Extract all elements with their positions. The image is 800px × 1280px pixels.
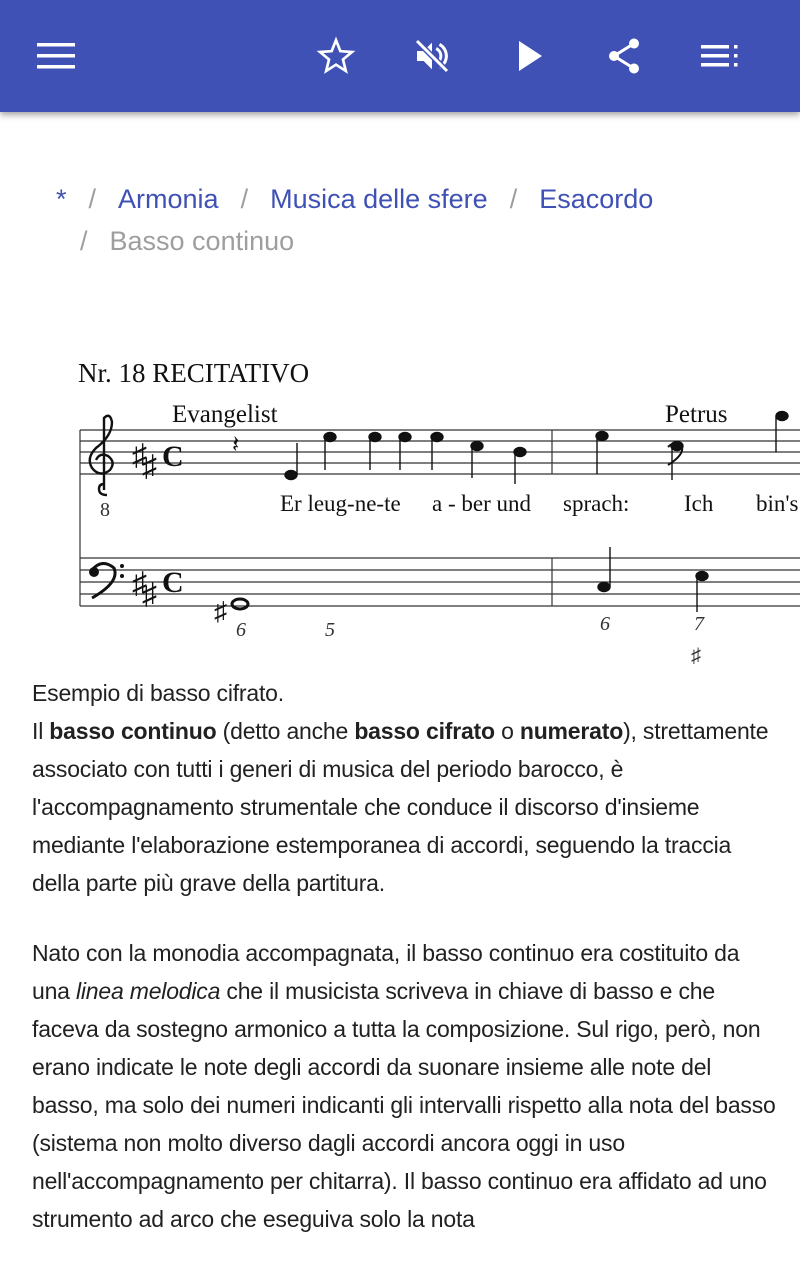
contents-button[interactable] [696, 32, 744, 80]
text: (detto anche [216, 718, 355, 744]
text: che il musicista scriveva in chiave di basso e che faceva da sostegno armonico a tutta la composizione. Sul rigo, però, non erano indicate le note degli accordi da suonare insieme alle note del basso, ma solo dei numeri indicanti gli intervalli rispetto alla nota del basso (sistema non molto diverso dagli accordi ancora oggi in uso nell'accompagnamento per chitarra). Il basso continuo era affidato ad uno strumento ad arco che eseguiva solo la nota [32, 978, 776, 1232]
svg-text:♯: ♯ [214, 597, 227, 626]
figured-bass [236, 613, 705, 667]
breadcrumb-separator: / [88, 184, 97, 214]
bold-term: basso continuo [49, 718, 217, 744]
article-body [32, 674, 780, 1270]
star-outline-icon [316, 36, 356, 76]
lyric: sprach: [563, 491, 630, 516]
lyrics [280, 491, 799, 516]
text: ), strettamente associato con tutti i generi di musica del periodo barocco, è l'accompagnamento strumentale che conduce il discorso d'insieme mediante l'elaborazione estemporanea di accordi, seguendo la traccia della parte più grave della partitura. [32, 718, 769, 896]
breadcrumb-separator: / [509, 184, 518, 214]
menu-button[interactable] [32, 32, 80, 80]
lyric: a - ber und [432, 491, 531, 516]
figure-sharp: ♯ [691, 645, 701, 667]
text: Nato con la monodia accompagnata, il basso continuo era costituito da una [32, 940, 740, 1004]
breadcrumb-musica-delle-sfere[interactable]: Musica delle sfere [270, 184, 488, 214]
svg-text:♯: ♯ [142, 578, 157, 611]
play-icon [515, 38, 545, 74]
breadcrumb-armonia[interactable]: Armonia [118, 184, 219, 214]
breadcrumb-current: Basso continuo [109, 226, 295, 256]
bold-term: numerato [519, 718, 624, 744]
paragraph [32, 712, 780, 902]
svg-text:♯: ♯ [132, 439, 147, 472]
svg-text:𝄽: 𝄽 [232, 432, 240, 458]
staff-lines [80, 430, 800, 606]
text: Il [32, 718, 50, 744]
music-score-image [0, 340, 800, 670]
breadcrumb [56, 178, 756, 262]
share-button[interactable] [600, 32, 648, 80]
bold-term: basso cifrato [354, 718, 495, 744]
figure-number: 6 [236, 619, 246, 641]
lyric: Er leug-ne-te [280, 491, 401, 516]
breadcrumb-separator: / [240, 184, 249, 214]
share-icon [604, 35, 644, 77]
menu-icon [37, 43, 75, 69]
clef-octave-mark: 8 [100, 499, 110, 521]
mute-button[interactable] [408, 32, 456, 80]
breadcrumb-separator: / [80, 226, 88, 256]
breadcrumb-home[interactable]: * [56, 184, 67, 214]
playlist-icon [701, 44, 739, 68]
play-button[interactable] [506, 32, 554, 80]
svg-text:♯: ♯ [142, 450, 157, 483]
svg-text:C: C [162, 566, 184, 599]
score-title: Nr. 18 RECITATIVO [78, 358, 310, 388]
lyric: Ich [684, 491, 714, 516]
text: o [494, 718, 520, 744]
volume-off-icon [412, 36, 452, 76]
breadcrumb-esacordo[interactable]: Esacordo [539, 184, 654, 214]
figure-caption: Esempio di basso cifrato. [32, 680, 284, 706]
svg-text:C: C [162, 440, 184, 473]
figure-number: 7 [694, 613, 704, 635]
voice-label-evangelist: Evangelist [172, 401, 278, 428]
lyric: bin's [756, 491, 799, 516]
svg-text:♯: ♯ [132, 567, 147, 600]
bass-notes [214, 547, 708, 626]
paragraph [32, 934, 780, 1238]
italic-term: linea melodica [75, 978, 221, 1004]
figure-number: 6 [600, 613, 610, 635]
app-bar [0, 0, 800, 112]
voice-label-petrus: Petrus [665, 401, 728, 428]
figure-number: 5 [325, 619, 335, 641]
favorite-button[interactable] [312, 32, 360, 80]
